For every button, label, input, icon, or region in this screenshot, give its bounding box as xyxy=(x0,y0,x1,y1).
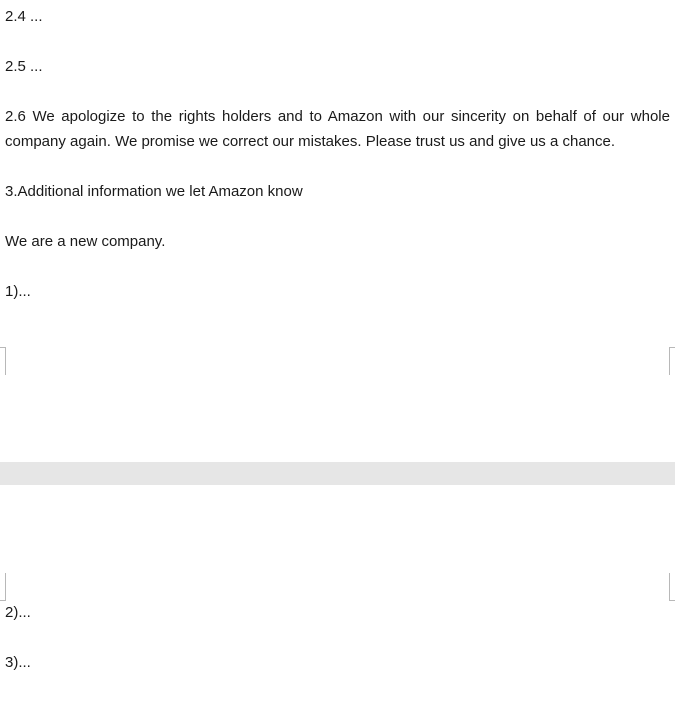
paragraph-2-5: 2.5 ... xyxy=(5,58,43,75)
paragraph-new-company: We are a new company. xyxy=(5,233,166,250)
list-item-1: 1)... xyxy=(5,283,31,300)
page-corner-mark-top-left xyxy=(0,573,6,601)
list-item-2: 2)... xyxy=(5,604,31,621)
list-item-3: 3)... xyxy=(5,654,31,671)
page-separator xyxy=(0,462,675,485)
paragraph-2-4: 2.4 ... xyxy=(5,8,43,25)
heading-additional-information: 3.Additional information we let Amazon know xyxy=(5,183,303,200)
page-corner-mark-bottom-right xyxy=(669,347,675,375)
page-corner-mark-top-right xyxy=(669,573,675,601)
paragraph-2-6: 2.6 We apologize to the rights holders and to Amazon with our sincerity on behalf of our whole company again. We promise we correct our mistakes. Please trust us and give us a chance. xyxy=(5,108,670,150)
document-page-2 xyxy=(0,485,675,706)
page-corner-mark-bottom-left xyxy=(0,347,6,375)
